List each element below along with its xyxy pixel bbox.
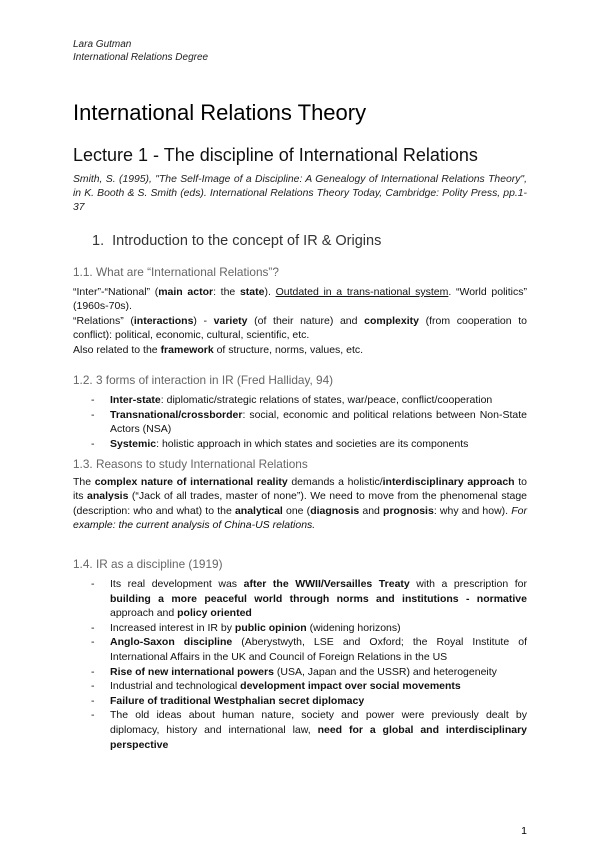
lecture-heading: Lecture 1 - The discipline of International Relations [73,145,478,165]
text-run: to its [73,476,527,503]
bold-text: Rise of new international powers [110,665,274,678]
bold-text: diagnosis [310,504,360,517]
text-run: : social, economic and political relations between Non-State Actors (NSA) [110,408,527,436]
subsection-heading-1-1: 1.1. What are “International Relations”? [73,265,279,279]
list-item [73,665,527,680]
paragraph [73,475,527,533]
bold-text: development impact over social movements [240,680,461,693]
text-run: (widening horizons) [306,621,401,634]
bold-text: analysis [86,490,129,503]
bold-text: complex nature of international reality [94,476,288,488]
section-title: Introduction to the concept of IR & Origins [112,233,382,249]
subsection-heading-1-2: 1.2. 3 forms of interaction in IR (Fred Halliday, 94) [73,373,334,387]
bold-text: need for a global and interdisciplinary perspective [110,723,527,751]
bold-text: state [239,286,265,298]
text-run: : diplomatic/strategic relations of states, war/peace, conflict/cooperation [160,394,493,406]
text-run: of structure, norms, values, etc. [213,343,364,356]
text-run: with a prescription for [409,578,527,590]
citation-text: Smith, S. (1995), "The Self-Image of a Discipline: A Genealogy of International Relations Theory", in K. Booth & S. Smith (eds). International Relations Theory Today, Cambridge: Polity Press, pp.1-37 [73,174,527,213]
text-run: : the [213,286,240,298]
underlined-text: Outdated in a trans-national system [275,286,449,298]
text-run: ). [264,286,276,298]
subsection-body-1-1 [73,285,527,357]
text-run: The [73,476,95,488]
bold-text: variety [213,314,248,327]
bold-text: complexity [364,314,419,327]
page-number: 1 [521,825,527,837]
list-item [73,635,527,664]
bold-text: interdisciplinary approach [382,476,515,488]
document-header [73,38,527,64]
list-item [73,437,527,452]
subsection-list-1-4 [73,577,527,752]
degree-name: International Relations Degree [73,52,209,63]
bold-text: Anglo-Saxon discipline [110,636,233,649]
subsection-list-1-2 [73,393,527,451]
subsection-body-1-3 [73,475,527,533]
list-item [73,679,527,694]
bold-text: policy oriented [177,607,252,620]
text-run: “Inter”-“National” ( [73,286,159,298]
text-run: and [359,504,384,517]
text-run: demands a holistic/ [287,476,383,488]
list-item [73,708,527,752]
text-run: Industrial and technological [110,680,241,693]
bullet-list [73,577,527,752]
subsection-heading-1-4: 1.4. IR as a discipline (1919) [73,557,223,571]
bold-text: after the WWII/Versailles Treaty [243,578,410,590]
text-run: approach and [110,607,178,620]
bold-text: Systemic [110,437,157,450]
bold-text: Transnational/crossborder [110,408,243,421]
text-run: : why and how). [433,504,512,517]
list-item [73,393,527,408]
bold-text: framework [160,343,214,356]
list-item [73,694,527,709]
text-run: (from cooperation to conflict): political, economic, cultural, scientific, etc. [73,314,527,342]
citation [73,173,527,215]
text-run: (Aberystwyth, LSE and Oxford; the Royal Institute of International Affairs in the UK and Council of Foreign Relations in the US [110,636,527,663]
bold-text: building a more peaceful world through norms and institutions - normative [110,592,527,605]
bold-text: public opinion [234,621,307,634]
bullet-list [73,393,527,451]
section-heading-1 [92,232,522,250]
text-run: “Relations” ( [73,314,134,327]
text-run: . “World politics” (1960s-70s). [73,286,527,313]
bold-text: interactions [133,314,194,327]
paragraph [73,314,527,343]
section-number: 1. [92,233,105,249]
paragraph [73,285,527,314]
author-name: Lara Gutman [73,39,132,50]
list-item [73,621,527,636]
text-run: Also related to the [73,343,161,356]
text-run: The old ideas about human nature, society and power were previously dealt by diplomacy, history and international law, [110,709,527,736]
bold-text: Failure of traditional Westphalian secret diplomacy [110,694,365,707]
text-run: : holistic approach in which states and societies are its components [156,437,469,450]
bold-text: Inter-state [110,394,161,406]
subsection-heading-1-3: 1.3. Reasons to study International Relations [73,457,308,471]
bold-text: prognosis [383,504,434,517]
bold-text: main actor [158,286,214,298]
text-run: (“Jack of all trades, master of none”). We need to move from the phenomenal stage (description: who and what) to the [73,490,528,517]
document-title: International Relations Theory [73,100,367,125]
list-item [73,577,527,621]
list-item [73,408,527,437]
paragraph [73,343,527,357]
bold-text: analytical [234,504,283,517]
text-run: Its real development was [110,578,244,590]
text-run: Increased interest in IR by [110,621,235,634]
text-run: (USA, Japan and the USSR) and heterogeneity [273,665,497,678]
text-run: one ( [282,504,311,517]
text-run: ) - [193,314,214,327]
text-run: (of their nature) and [247,314,365,327]
italic-text: For example: the current analysis of China-US relations. [73,504,527,532]
